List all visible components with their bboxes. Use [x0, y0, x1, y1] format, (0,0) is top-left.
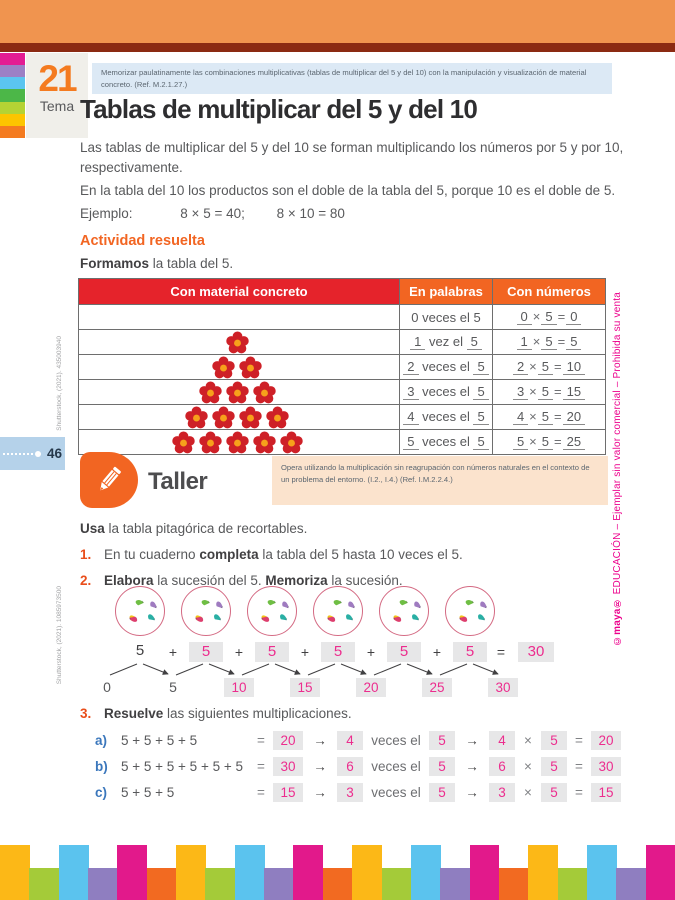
task-text: las siguientes multiplicaciones.	[163, 706, 352, 721]
words-cell: 5 veces el 5	[400, 430, 493, 455]
words-cell: 2 veces el 5	[400, 355, 493, 380]
times-sign: ×	[524, 732, 532, 748]
activity-heading: Actividad resuelta	[80, 233, 205, 249]
sequence-addend: 5	[135, 642, 145, 659]
intro-paragraph-1: Las tablas de multiplicar del 5 y del 10 se forman multiplicando los números por 5 y por 10, respectivamente.	[80, 140, 624, 175]
table-header-words: En palabras	[400, 279, 493, 305]
task-item-3	[80, 706, 352, 721]
number-line-box: 20	[356, 678, 386, 697]
footer-bar	[440, 868, 470, 900]
times-sign: ×	[524, 758, 532, 774]
flower-icon	[226, 431, 249, 454]
tema-stripe	[0, 102, 25, 114]
arrow-icon: →	[465, 732, 479, 748]
flower-icon	[212, 356, 235, 379]
product-value: 20	[563, 409, 585, 425]
exercise-sum: 5 + 5 + 5 + 5	[121, 732, 198, 748]
footer-bar	[235, 845, 265, 900]
count-box: 3	[337, 783, 363, 802]
veces-el-label: veces el	[371, 784, 421, 800]
flower-icon	[199, 381, 222, 404]
five-value: 5	[473, 309, 481, 325]
count-box: 6	[489, 757, 515, 776]
factor-value: 1	[517, 334, 532, 350]
footer-bar	[147, 868, 177, 900]
flower-icon	[226, 381, 249, 404]
equals-sign: =	[554, 409, 562, 424]
equation-cell	[493, 430, 606, 455]
footer-bar	[499, 868, 529, 900]
plus-sign: +	[168, 644, 178, 660]
exercise-row-a	[95, 730, 625, 750]
exercise-row-c	[95, 782, 625, 802]
task-lead: Usa la tabla pitagórica de recortables.	[80, 521, 308, 536]
equals-sign: =	[575, 732, 583, 748]
footer-bar	[323, 868, 353, 900]
plus-sign: +	[432, 644, 442, 660]
footer-bar	[117, 845, 147, 900]
task-text: En tu cuaderno	[104, 547, 200, 562]
factor-value: 5	[513, 434, 528, 450]
butterfly-icon	[130, 615, 149, 634]
five-value: 5	[538, 409, 553, 425]
plus-sign: +	[234, 644, 244, 660]
task-text: la sucesión del 5.	[153, 573, 266, 588]
five-value: 5	[473, 359, 488, 375]
flower-icon	[266, 406, 289, 429]
times-sign: ×	[529, 434, 537, 449]
equals-sign: =	[557, 309, 566, 324]
table-row	[79, 405, 606, 430]
task-text: Elabora	[104, 573, 154, 588]
concrete-material-cell	[79, 305, 400, 330]
table-row	[79, 355, 606, 380]
table-row	[79, 305, 606, 330]
arrow-icon: →	[313, 784, 327, 800]
tema-stripe	[0, 65, 25, 77]
sequence-addend-box: 5	[189, 642, 223, 662]
times-sign: ×	[529, 409, 537, 424]
footer-bar	[646, 845, 675, 900]
result-box: 30	[591, 757, 621, 776]
number-line-value: 0	[103, 679, 111, 695]
top-orange-bar	[0, 0, 675, 43]
factor-value: 4	[513, 409, 528, 425]
plus-sign: +	[300, 644, 310, 660]
count-box: 3	[489, 783, 515, 802]
table-row	[79, 430, 606, 455]
times-sign: ×	[532, 334, 541, 349]
footer-bar	[352, 845, 382, 900]
exercise-sum: 5 + 5 + 5	[121, 784, 175, 800]
five-box: 5	[429, 783, 455, 802]
top-maroon-bar	[0, 43, 675, 52]
equation-cell	[493, 305, 606, 330]
flower-icon	[226, 331, 249, 354]
tema-stripe	[0, 114, 25, 126]
equals-sign: =	[575, 758, 583, 774]
table-row	[79, 330, 606, 355]
example-equation-1: 8 × 5 = 40;	[180, 206, 245, 221]
flower-icon	[199, 431, 222, 454]
objective-box: Memorizar paulatinamente las combinaciones multiplicativas (tablas de multiplicar del 5 y del 10) con la manipulación y visualización de material concreto. (Ref. M.2.1.27.)	[92, 63, 612, 94]
example-line	[80, 204, 652, 224]
footer-bar	[293, 845, 323, 900]
number-line-value: 5	[169, 679, 177, 695]
concrete-material-cell	[79, 355, 400, 380]
equation-cell	[493, 380, 606, 405]
task-number: 3.	[80, 706, 92, 721]
example-label: Ejemplo:	[80, 206, 133, 221]
plus-sign: +	[366, 644, 376, 660]
butterfly-group-circle	[445, 586, 495, 636]
sequence-addend-box: 5	[321, 642, 355, 662]
page-number: 46	[47, 446, 63, 461]
butterfly-group-circle	[247, 586, 297, 636]
concrete-material-cell	[79, 380, 400, 405]
product-value: 25	[563, 434, 585, 450]
exercise-row-b	[95, 756, 625, 776]
equals-sign: =	[554, 359, 562, 374]
count-value: 0	[411, 309, 419, 325]
sequence-addend-box: 5	[387, 642, 421, 662]
five-value: 5	[473, 409, 488, 425]
task-text: la tabla del 5 hasta 10 veces el 5.	[258, 547, 463, 562]
arrow-icon: →	[313, 732, 327, 748]
sequence-sum-box: 30	[518, 642, 554, 662]
count-box: 4	[489, 731, 515, 750]
footer-bar	[587, 845, 617, 900]
tema-number: 21	[38, 58, 76, 99]
butterfly-icon	[328, 615, 347, 634]
equation-cell	[493, 330, 606, 355]
total-box: 20	[273, 731, 303, 750]
task-text: Memoriza	[265, 573, 328, 588]
number-line-box: 10	[224, 678, 254, 697]
task-text: Resuelve	[104, 706, 164, 721]
equals-sign: =	[575, 784, 583, 800]
flower-icon	[253, 381, 276, 404]
equation-cell	[493, 405, 606, 430]
butterfly-icon	[196, 615, 215, 634]
task-item-1	[80, 547, 463, 562]
count-value: 2	[403, 359, 418, 375]
footer-bar	[176, 845, 206, 900]
photo-credit-top: Shutterstock, (2021). 435003940	[56, 336, 63, 431]
footer-bar	[470, 845, 500, 900]
number-line-box: 30	[488, 678, 518, 697]
footer-color-bars	[0, 845, 675, 900]
five-value: 5	[538, 434, 553, 450]
five-value: 5	[538, 359, 553, 375]
butterfly-group-circle	[115, 586, 165, 636]
activity-lead: Formamos la tabla del 5.	[80, 256, 234, 271]
butterfly-group-circle	[379, 586, 429, 636]
footer-bar	[528, 845, 558, 900]
equals-sign: =	[554, 434, 562, 449]
footer-bar	[0, 845, 30, 900]
footer-bar	[558, 868, 588, 900]
tema-stripe	[0, 77, 25, 89]
number-line-box: 25	[422, 678, 452, 697]
result-box: 15	[591, 783, 621, 802]
page-title: Tablas de multiplicar del 5 y del 10	[80, 94, 477, 124]
example-equation-2: 8 × 10 = 80	[276, 206, 345, 221]
five-value: 5	[467, 334, 482, 350]
exercise-letter: a)	[95, 732, 108, 748]
tema-label: Tema	[39, 98, 75, 114]
number-line-box: 15	[290, 678, 320, 697]
footer-bar	[205, 868, 235, 900]
equals-sign: =	[496, 644, 506, 660]
product-value: 10	[563, 359, 585, 375]
times-sign: ×	[529, 359, 537, 374]
intro-paragraph-2: En la tabla del 10 los productos son el doble de la tabla del 5, porque 10 es el doble de 5.	[80, 183, 616, 198]
taller-label: Taller	[148, 468, 208, 495]
tema-color-stripes	[0, 53, 25, 138]
equals-sign: =	[554, 384, 562, 399]
count-value: 1	[410, 334, 425, 350]
result-box: 20	[591, 731, 621, 750]
footer-bar	[616, 868, 646, 900]
product-value: 5	[566, 334, 581, 350]
exercise-letter: b)	[95, 758, 108, 774]
dotted-line	[3, 453, 33, 455]
equals-sign: =	[257, 732, 265, 748]
page-number-band	[0, 437, 65, 470]
five-box: 5	[429, 757, 455, 776]
count-box: 6	[337, 757, 363, 776]
taller-badge	[80, 452, 138, 508]
footer-bar	[264, 868, 294, 900]
butterfly-icon	[394, 615, 413, 634]
arrow-icon: →	[465, 758, 479, 774]
sequence-addend-box: 5	[255, 642, 289, 662]
dot	[35, 451, 41, 457]
tema-stripe	[0, 53, 25, 65]
arrow-icon: →	[313, 758, 327, 774]
table-row	[79, 380, 606, 405]
five-value: 5	[538, 384, 553, 400]
product-value: 0	[566, 309, 581, 325]
equals-sign: =	[257, 758, 265, 774]
footer-bar	[411, 845, 441, 900]
tema-stripe	[0, 126, 25, 138]
tema-stripe	[0, 89, 25, 101]
five-box: 5	[541, 757, 567, 776]
times-sign: ×	[532, 309, 541, 324]
footer-bar	[382, 868, 412, 900]
times-sign: ×	[524, 784, 532, 800]
footer-bar	[59, 845, 89, 900]
words-cell: 3 veces el 5	[400, 380, 493, 405]
footer-bar	[29, 868, 59, 900]
five-box: 5	[541, 783, 567, 802]
flower-icon	[185, 406, 208, 429]
flower-icon	[172, 431, 195, 454]
equals-sign: =	[557, 334, 566, 349]
flower-icon	[280, 431, 303, 454]
table-header-concrete: Con material concreto	[79, 279, 400, 305]
task-number: 2.	[80, 573, 92, 588]
count-value: 3	[403, 384, 418, 400]
skip-counting-diagram	[80, 584, 640, 704]
publisher-brand: ©maya®	[612, 597, 623, 647]
words-cell: 0 veces el 5	[400, 305, 493, 330]
five-box: 5	[429, 731, 455, 750]
total-box: 15	[273, 783, 303, 802]
concrete-material-cell	[79, 430, 400, 455]
five-value: 5	[541, 334, 556, 350]
pencil-icon	[92, 463, 126, 497]
sequence-addend-box: 5	[453, 642, 487, 662]
multiplication-table	[78, 278, 606, 455]
flower-icon	[212, 406, 235, 429]
butterfly-icon	[262, 615, 281, 634]
five-box: 5	[541, 731, 567, 750]
count-value: 5	[403, 434, 418, 450]
task-number: 1.	[80, 547, 92, 562]
task-text: la sucesión.	[327, 573, 403, 588]
concrete-material-cell	[79, 330, 400, 355]
factor-value: 2	[513, 359, 528, 375]
count-box: 4	[337, 731, 363, 750]
flower-icon	[239, 406, 262, 429]
five-value: 5	[473, 434, 488, 450]
butterfly-group-circle	[313, 586, 363, 636]
product-value: 15	[563, 384, 585, 400]
count-value: 4	[403, 409, 418, 425]
factor-value: 3	[513, 384, 528, 400]
total-box: 30	[273, 757, 303, 776]
words-cell: 1 vez el 5	[400, 330, 493, 355]
tema-badge	[26, 53, 88, 138]
equation-cell	[493, 355, 606, 380]
exercise-letter: c)	[95, 784, 108, 800]
flower-icon	[253, 431, 276, 454]
photo-credit-bottom: Shutterstock, (2021). 1085973500	[56, 586, 63, 685]
times-sign: ×	[529, 384, 537, 399]
exercise-sum: 5 + 5 + 5 + 5 + 5 + 5	[121, 758, 243, 774]
arrow-icon: →	[465, 784, 479, 800]
butterfly-icon	[460, 615, 479, 634]
five-value: 5	[473, 384, 488, 400]
factor-value: 0	[517, 309, 532, 325]
taller-note: Opera utilizando la multiplicación sin reagrupación con números naturales en el contexto de un problema del entorno. (I.2., I.4.) (Ref. I.M.2.2.4.)	[272, 456, 608, 505]
veces-el-label: veces el	[371, 732, 421, 748]
butterfly-group-circle	[181, 586, 231, 636]
footer-bar	[88, 868, 118, 900]
equals-sign: =	[257, 784, 265, 800]
concrete-material-cell	[79, 405, 400, 430]
table-header-numbers: Con números	[493, 279, 606, 305]
words-cell: 4 veces el 5	[400, 405, 493, 430]
five-value: 5	[541, 309, 556, 325]
veces-el-label: veces el	[371, 758, 421, 774]
task-text: completa	[199, 547, 259, 562]
flower-icon	[239, 356, 262, 379]
publisher-side-text: ©maya® EDUCACIÓN – Ejemplar sin valor comercial – Prohibida su venta	[612, 292, 623, 647]
